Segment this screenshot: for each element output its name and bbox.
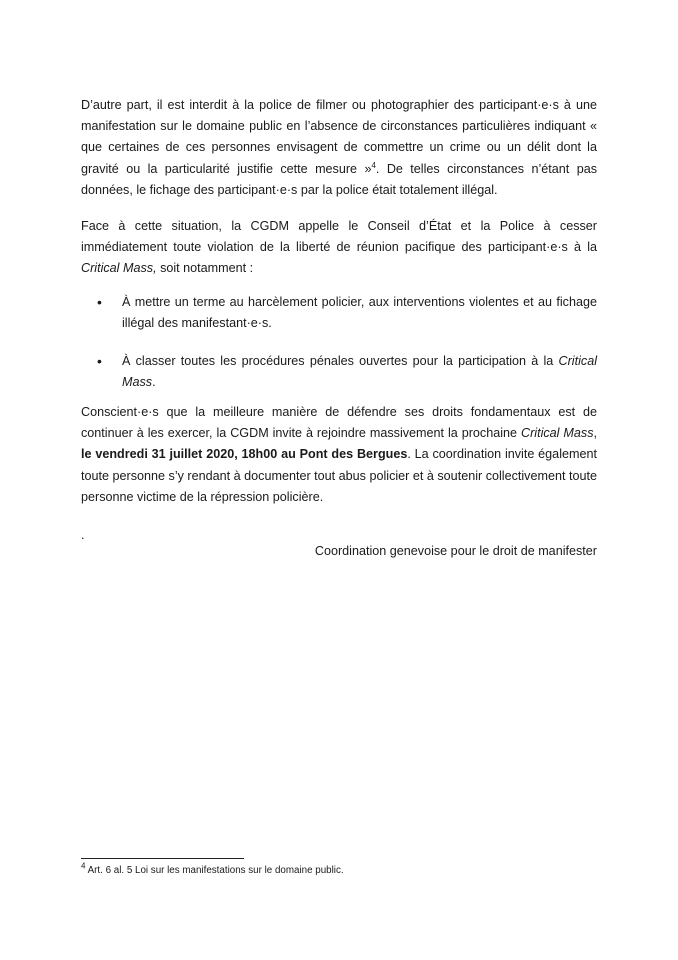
signature: Coordination genevoise pour le droit de manifester [314,544,597,558]
paragraph-text: D’autre part, il est interdit à la police de filmer ou photographier des participant·e·s à une manifestation sur le domaine public en l’absence de circonstances particulières indiquant « que certaines de ces personnes envisagent de commettre un crime ou un délit dont la gravité ou la particularité justifie cette mesure » [81,98,597,176]
paragraph-filming-prohibition [81,95,597,201]
paragraph-text-continued: . La coordination invite également toute personne s’y rendant à documenter tout abus policier et à soutenir collectivement toute personne victime de la répression policière. [81,447,597,504]
paragraph-text-continued: soit notamment : [156,261,254,276]
bullet-text-end: . [152,375,156,390]
footnote-number: 4 [81,861,86,871]
paragraph-cgdm-appeal [81,216,597,280]
paragraph-comma: , [593,426,597,441]
separator-dot: . [81,528,85,542]
bullet-text [122,351,597,393]
italic-critical-mass: Critical Mass, [81,261,157,276]
paragraph-text: Face à cette situation, la CGDM appelle le Conseil d’État et la Police à cesser immédiatement toute violation de la liberté de réunion pacifique des participant·e·s à la [81,219,597,255]
footnote [81,861,344,878]
italic-critical-mass: Critical Mass [122,354,597,390]
event-date-location: le vendredi 31 juillet 2020, 18h00 au Pont des Bergues [81,447,408,462]
italic-critical-mass: Critical Mass [520,426,594,441]
paragraph-text-continued: . De telles circonstances n’étant pas données, le fichage des participant·e·s par la police était totalement illégal. [81,161,597,197]
bullet-text: À mettre un terme au harcèlement policier, aux interventions violentes et au fichage illégal des manifestant·e·s. [122,295,597,331]
footnote-text: Art. 6 al. 5 Loi sur les manifestations sur le domaine public. [85,865,344,876]
paragraph-call-to-join [81,402,597,508]
bullet-marker: • [97,294,102,310]
footnote-reference: 4 [371,160,376,170]
footnote-divider [81,858,244,859]
paragraph-text: Conscient·e·s que la meilleure manière de défendre ses droits fondamentaux est de continuer à les exercer, la CGDM invite à rejoindre massivement la prochaine [81,405,597,441]
bullet-marker: • [97,353,102,369]
bullet-text-part: À classer toutes les procédures pénales ouvertes pour la participation à la [122,354,559,368]
